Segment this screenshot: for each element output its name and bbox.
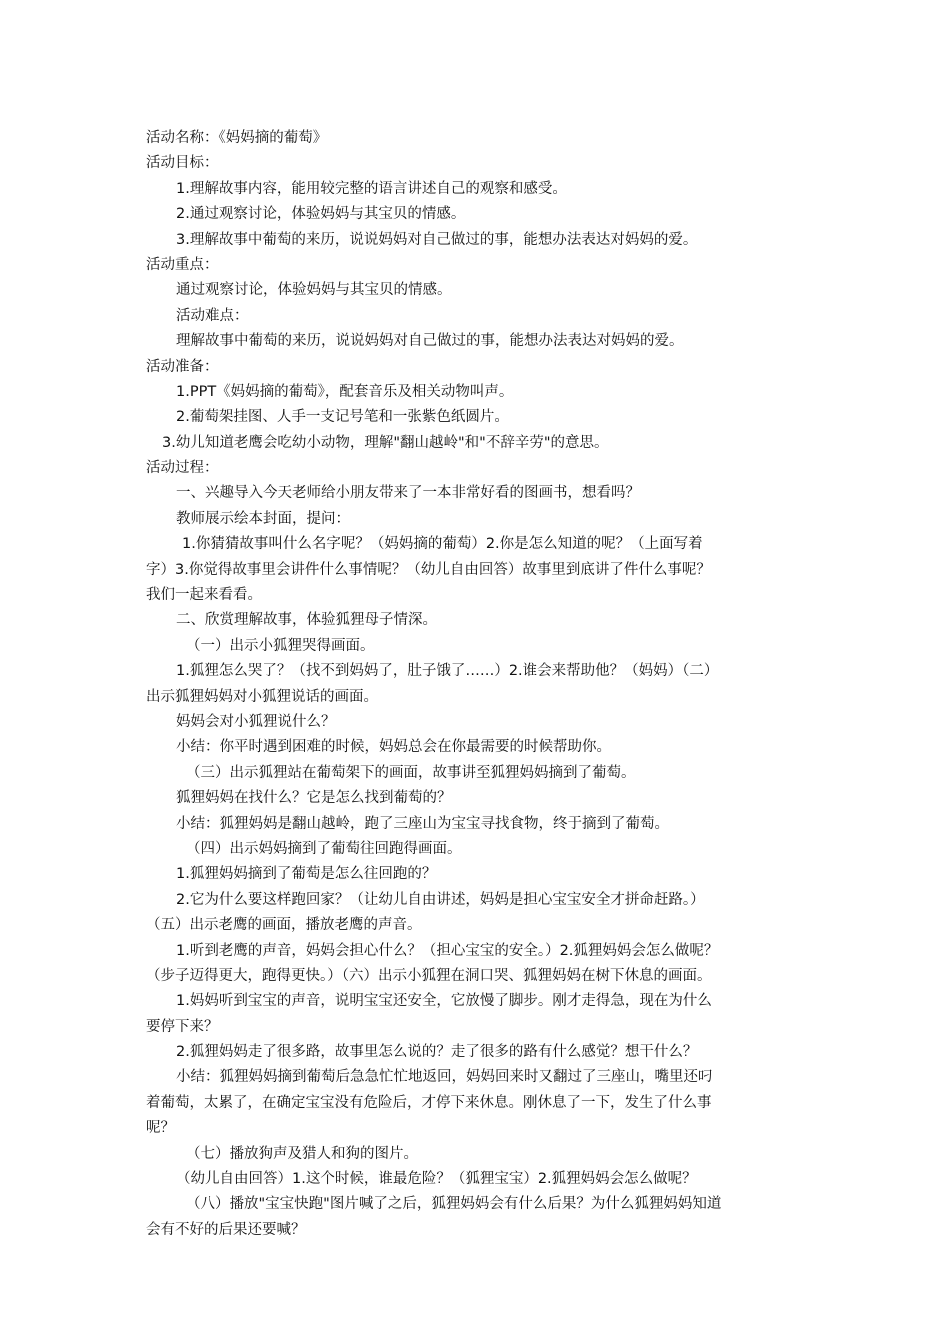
summary-text: 小结：狐狸妈妈摘到葡萄后急急忙忙地返回，妈妈回来时又翻过了三座山，嘴里还叼 (176, 1069, 713, 1086)
process-paragraph: （步子迈得更大，跑得更快。）（六）出示小狐狸在洞口哭、狐狸妈妈在树下休息的画面。 (146, 967, 712, 984)
subsection-heading: （一）出示小狐狸哭得画面。 (186, 637, 375, 654)
process-paragraph: 2.狐狸妈妈走了很多路，故事里怎么说的？走了很多的路有什么感觉？想干什么？ (176, 1044, 698, 1061)
document-body (146, 126, 810, 1243)
preparation-item: 3.幼儿知道老鹰会吃幼小动物，理解"翻山越岭"和"不辞辛劳"的意思。 (162, 434, 609, 451)
heading-key-point: 活动重点： (146, 256, 219, 273)
summary-text: 小结：狐狸妈妈是翻山越岭，跑了三座山为宝宝寻找食物，终于摘到了葡萄。 (176, 815, 669, 832)
subsection-heading: （五）出示老鹰的画面，播放老鹰的声音。 (146, 917, 422, 934)
subsection-heading: （七）播放狗声及猎人和狗的图片。 (186, 1145, 418, 1162)
process-paragraph: 1.听到老鹰的声音，妈妈会担心什么？（担心宝宝的安全。）2.狐狸妈妈会怎么做呢？ (176, 942, 719, 959)
process-paragraph: 1.妈妈听到宝宝的声音，说明宝宝还安全，它放慢了脚步。刚才走得急，现在为什么 (176, 993, 712, 1010)
process-paragraph: 狐狸妈妈在找什么？它是怎么找到葡萄的？ (176, 790, 452, 807)
process-paragraph: 字）3.你觉得故事里会讲件什么事情呢？（幼儿自由回答）故事里到底讲了件什么事呢？ (146, 561, 711, 578)
preparation-item: 1.PPT《妈妈摘的葡萄》，配套音乐及相关动物叫声。 (176, 383, 514, 400)
key-point-text: 通过观察讨论，体验妈妈与其宝贝的情感。 (176, 282, 452, 299)
preparation-item: 2.葡萄架挂图、人手一支记号笔和一张紫色纸圆片。 (176, 409, 509, 426)
heading-process: 活动过程： (146, 460, 219, 477)
subsection-heading: （四）出示妈妈摘到了葡萄往回跑得画面。 (186, 840, 462, 857)
heading-preparation: 活动准备： (146, 358, 219, 375)
summary-text: 呢？ (146, 1120, 175, 1137)
process-paragraph: 1.狐狸怎么哭了？（找不到妈妈了，肚子饿了……）2.谁会来帮助他？（妈妈）（二） (176, 663, 719, 680)
summary-text: 小结：你平时遇到困难的时候，妈妈总会在你最需要的时候帮助你。 (176, 739, 611, 756)
process-paragraph: 教师展示绘本封面，提问： (176, 510, 350, 527)
section-heading: 二、欣赏理解故事，体验狐狸母子情深。 (176, 612, 437, 629)
goal-item: 2.通过观察讨论，体验妈妈与其宝贝的情感。 (176, 206, 466, 223)
process-paragraph: 2.它为什么要这样跑回家？（让幼儿自由讲述，妈妈是担心宝宝安全才拼命赶路。） (176, 891, 705, 908)
process-paragraph: 一、兴趣导入今天老师给小朋友带来了一本非常好看的图画书，想看吗？ (176, 485, 640, 502)
subsection-heading: （八）播放"宝宝快跑"图片喊了之后，狐狸妈妈会有什么后果？为什么狐狸妈妈知道 (186, 1196, 722, 1213)
process-paragraph: （幼儿自由回答）1.这个时候，谁最危险？（狐狸宝宝）2.狐狸妈妈会怎么做呢？ (176, 1171, 697, 1188)
heading-difficulty: 活动难点： (176, 307, 249, 324)
process-paragraph: 我们一起来看看。 (146, 587, 262, 604)
summary-text: 着葡萄，太累了，在确定宝宝没有危险后，才停下来休息。刚休息了一下，发生了什么事 (146, 1094, 712, 1111)
subsection-heading: （三）出示狐狸站在葡萄架下的画面，故事讲至狐狸妈妈摘到了葡萄。 (186, 764, 636, 781)
activity-name: 活动名称：《妈妈摘的葡萄》 (146, 130, 328, 146)
process-paragraph: 要停下来？ (146, 1018, 219, 1035)
process-paragraph: 1.狐狸妈妈摘到了葡萄是怎么往回跑的？ (176, 866, 437, 883)
process-paragraph: 妈妈会对小狐狸说什么？ (176, 713, 336, 730)
goal-item: 1.理解故事内容，能用较完整的语言讲述自己的观察和感受。 (176, 180, 567, 197)
heading-goals: 活动目标： (146, 155, 219, 172)
process-paragraph: 出示狐狸妈妈对小狐狸说话的画面。 (146, 688, 378, 705)
process-paragraph: 1.你猜猜故事叫什么名字呢？（妈妈摘的葡萄）2.你是怎么知道的呢？（上面写着 (182, 536, 703, 553)
difficulty-text: 理解故事中葡萄的来历，说说妈妈对自己做过的事，能想办法表达对妈妈的爱。 (176, 333, 684, 350)
process-paragraph: 会有不好的后果还要喊？ (146, 1221, 306, 1238)
goal-item: 3.理解故事中葡萄的来历，说说妈妈对自己做过的事，能想办法表达对妈妈的爱。 (176, 231, 698, 248)
